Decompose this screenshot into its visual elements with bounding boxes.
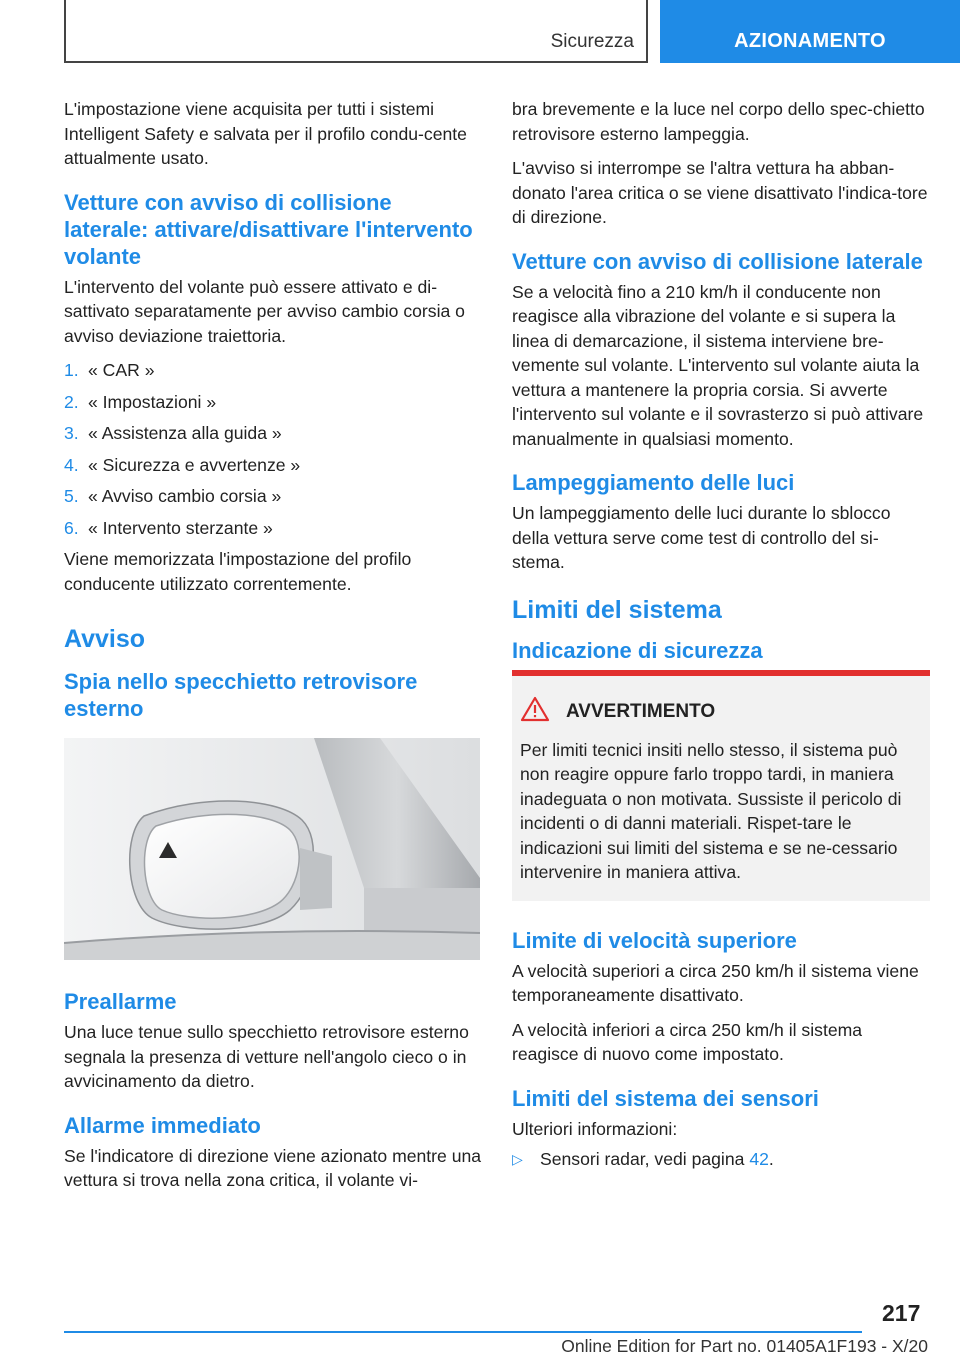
step-text: « Avviso cambio corsia »	[88, 486, 282, 506]
list-item	[64, 390, 482, 415]
heading-collision-steering: Vetture con avviso di collisione laterale: attivare/disattivare l'intervento volante	[64, 189, 473, 269]
warning-title: AVVERTIMENTO	[566, 700, 716, 722]
speed-lower-paragraph: A velocità inferiori a circa 250 km/h il sistema reagisce di nuovo come impostato.	[512, 1019, 863, 1064]
heading-collision-vehicles: Vetture con avviso di collisione laterale	[512, 248, 923, 274]
step-number: 5.	[64, 486, 79, 506]
steps-list	[64, 358, 482, 540]
warning-box	[512, 670, 930, 901]
chapter-tab	[660, 0, 960, 63]
step-text: « CAR »	[88, 360, 155, 380]
side-mirror-image	[64, 738, 480, 960]
warning-title-row	[520, 696, 920, 728]
interrupt-paragraph: L'avviso si interrompe se l'altra vettura ha abban-donato l'area critica o se viene disattivato l'indica-tore di direzione.	[512, 158, 928, 227]
step-text: « Sicurezza e avvertenze »	[88, 454, 301, 475]
heading-safety-note: Indicazione di sicurezza	[512, 637, 763, 663]
warning-text: Per limiti tecnici insiti nello stesso, il sistema può non reagire oppure farlo troppo tardi, in maniera inadeguata o non motivata. Sussiste il pericolo di incidenti o di danni materiali. Rispet-tare le indicazioni sui limiti del sistema e se ne-cessario intervenire in maniera attiva.	[520, 739, 902, 882]
step-number: 4.	[64, 454, 79, 475]
heading-light-flash: Lampeggiamento delle luci	[512, 470, 795, 495]
memorized-paragraph: Viene memorizzata l'impostazione del profilo conducente utilizzato correntemente.	[64, 549, 412, 594]
warning-triangle-icon	[520, 696, 552, 728]
continued-paragraph: bra brevemente e la luce nel corpo dello spec-chietto retrovisore esterno lampeggia.	[512, 99, 925, 144]
list-item	[64, 421, 482, 446]
collision-paragraph: Se a velocità fino a 210 km/h il conducente non reagisce alla vibrazione del volante e si supera la linea di demarcazione, il sistema interviene bre-vemente sul volante. L'intervento sul volante aiuta la vettura a mantenere la propria corsia. Si avverte l'intervento sul volante e il sovrasterzo si può attivare manualmente in qualsiasi momento.	[512, 281, 924, 449]
list-item	[512, 1147, 930, 1172]
steering-paragraph: L'intervento del volante può essere attivato e di-sattivato separatamente per avviso cambio corsia o avviso deviazione traiettoria.	[64, 276, 465, 346]
page-number: 217	[882, 1300, 921, 1326]
light-flash-paragraph: Un lampeggiamento delle luci durante lo sblocco della vettura serve come test di controllo del si-stema.	[512, 503, 891, 572]
left-column	[64, 97, 482, 1203]
right-column	[512, 97, 930, 1172]
heading-speed-limit: Limite di velocità superiore	[512, 927, 797, 953]
heading-allarme: Allarme immediato	[64, 1112, 261, 1138]
list-item	[64, 453, 482, 478]
heading-mirror-light: Spia nello specchietto retrovisore esterno	[64, 669, 418, 721]
speed-upper-paragraph: A velocità superiori a circa 250 km/h il sistema viene temporaneamente disattivato.	[512, 960, 919, 1005]
intro-paragraph: L'impostazione viene acquisita per tutti i sistemi Intelligent Safety e salvata per il profilo condu-cente attualmente usato.	[64, 99, 467, 168]
step-text: « Intervento sterzante »	[88, 517, 273, 538]
more-info-label: Ulteriori informazioni:	[512, 1118, 678, 1139]
step-number: 3.	[64, 423, 79, 443]
heading-preallarme: Preallarme	[64, 989, 177, 1014]
section-title: Sicurezza	[550, 31, 634, 52]
list-item	[64, 516, 482, 541]
footer-divider	[64, 1331, 862, 1333]
step-text: « Assistenza alla guida »	[88, 423, 282, 443]
reference-list	[512, 1147, 930, 1172]
reference-text: Sensori radar, vedi pagina 42.	[540, 1149, 774, 1169]
heading-system-limits: Limiti del sistema	[512, 595, 722, 624]
step-number: 6.	[64, 517, 79, 538]
bullet-triangle-icon: ▷	[512, 1151, 523, 1167]
step-number: 1.	[64, 360, 79, 380]
heading-sensor-limits: Limiti del sistema dei sensori	[512, 1085, 819, 1111]
step-number: 2.	[64, 391, 79, 412]
header-section-tab	[64, 0, 648, 63]
heading-avviso: Avviso	[64, 625, 146, 653]
preallarme-paragraph: Una luce tenue sullo specchietto retrovisore esterno segnala la presenza di vetture nell'angolo cieco o in avvicinamento da dietro.	[64, 1022, 469, 1091]
chapter-title: AZIONAMENTO	[734, 30, 886, 52]
mirror-illustration	[64, 738, 480, 960]
step-text: « Impostazioni »	[88, 391, 217, 412]
footer-edition: Online Edition for Part no. 01405A1F193 - X/20	[561, 1336, 928, 1356]
page-link[interactable]: 42	[749, 1149, 769, 1169]
allarme-paragraph: Se l'indicatore di direzione viene azionato mentre una vettura si trova nella zona critica, il volante vi-	[64, 1145, 482, 1190]
list-item	[64, 358, 482, 383]
list-item	[64, 484, 482, 509]
